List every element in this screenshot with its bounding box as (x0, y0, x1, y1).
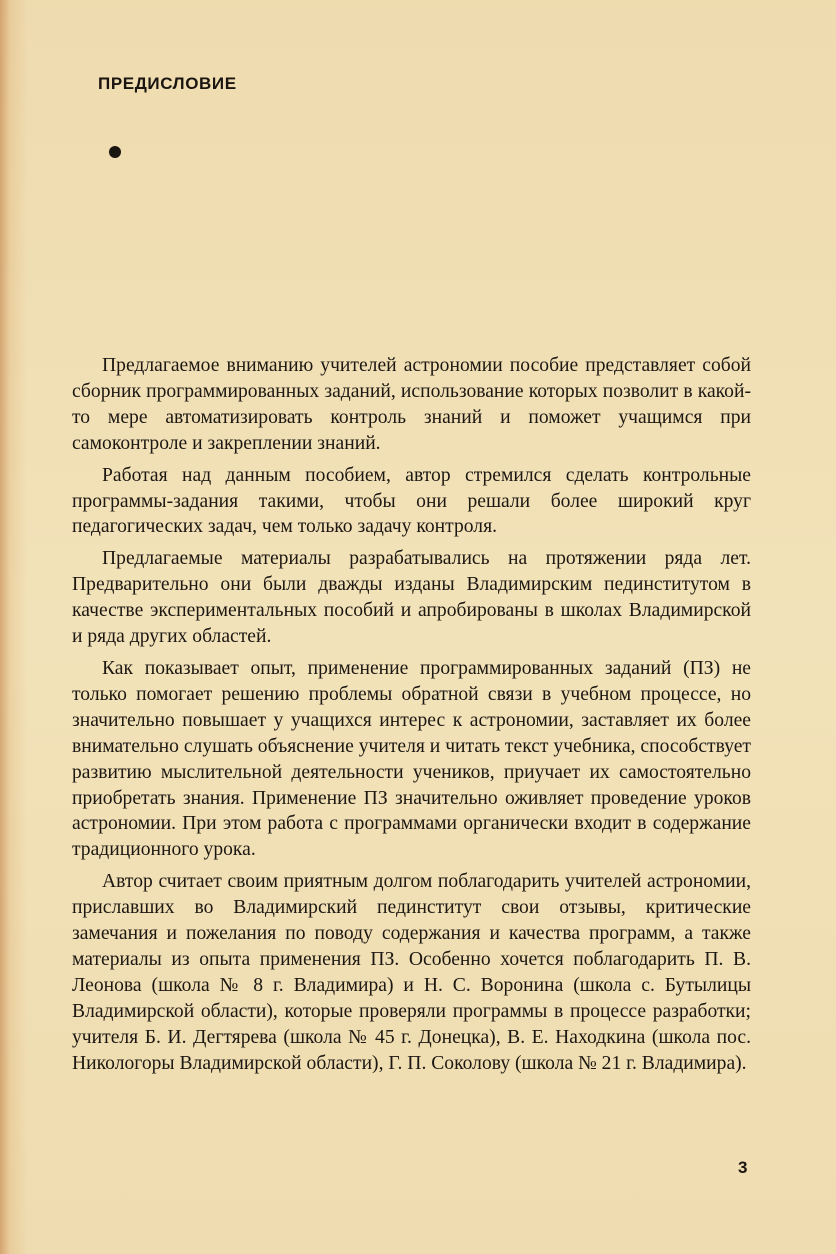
page-title: ПРЕДИСЛОВИЕ (98, 74, 237, 93)
bullet-dot (109, 146, 121, 158)
paragraph-1: Предлагаемое вниманию учителей астрономии пособие представляет собой сборник программированных заданий, использование которых позволит в какой-то мере автоматизировать контроль знаний и поможет учащимся при самоконтроле и закреплении знаний. (72, 355, 751, 454)
paragraph-2: Работая над данным пособием, автор стремился сделать контрольные программы-задания такими, чтобы они решали более широкий круг педагогических задач, чем только задачу контроля. (72, 464, 751, 538)
paragraph-4: Как показывает опыт, применение программированных заданий (ПЗ) не только помогает решению проблемы обратной связи в учебном процессе, но значительно повышает у учащихся интерес к астрономии, заставляет их более внимательно слушать объяснение учителя и читать текст учебника, способствует развитию мыслительной деятельности учеников, приучает их самостоятельно приобретать знания. Применение ПЗ значительно оживляет проведение уроков астрономии. При этом работа с программами органически входит в содержание традиционного урока. (72, 657, 751, 861)
foreword-text (72, 353, 751, 1076)
paragraph-3: Предлагаемые материалы разрабатывались на протяжении ряда лет. Предварительно они были дважды изданы Владимирским пединститутом в качестве экспериментальных пособий и апробированы в школах Владимирской и ряда других областей. (72, 548, 751, 648)
paragraph-5: Автор считает своим приятным долгом поблагодарить учителей астрономии, приславших во Владимирский пединститут свои отзывы, критические замечания и пожелания по поводу содержания и качества программ, а также материалы из опыта применения ПЗ. Особенно хочется поблагодарить П. В. Леонова (школа № 8 г. Владимира) и Н. С. Воронина (школа с. Бутылицы Владимирской области), которые проверяли программы в процессе разработки; учителя Б. И. Дегтярева (школа № 45 г. Донецка), В. Е. Находкина (школа пос. Никологоры Владимирской области), Г. П. Соколову (школа № 21 г. Владимира). (72, 871, 751, 1074)
page-number: 3 (738, 1158, 748, 1177)
